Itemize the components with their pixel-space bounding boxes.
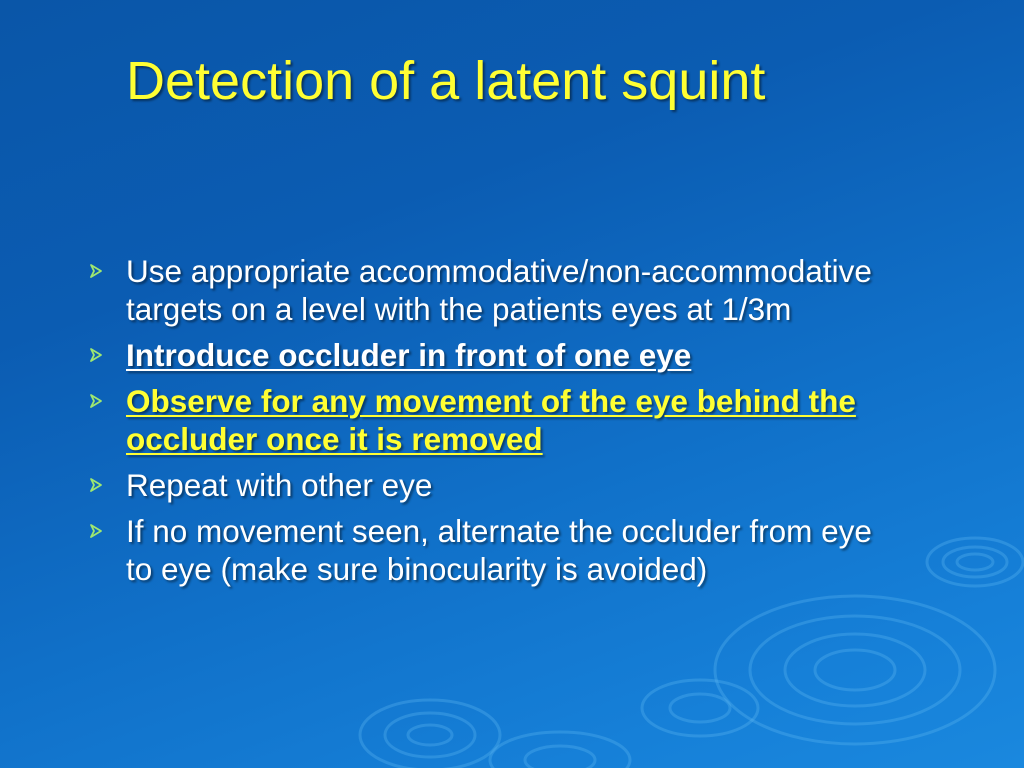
slide-title: Detection of a latent squint — [126, 51, 766, 111]
bullet-item — [88, 382, 888, 458]
bullet-item — [88, 336, 888, 374]
bullet-text: Introduce occluder in front of one eye — [126, 337, 692, 373]
arrow-bullet-icon — [88, 512, 126, 550]
arrow-bullet-icon — [88, 382, 126, 420]
bullet-text: Repeat with other eye — [126, 467, 433, 503]
bullet-item — [88, 512, 888, 588]
arrow-bullet-icon — [88, 336, 126, 374]
bullet-item — [88, 252, 888, 328]
bullet-item — [88, 466, 888, 504]
bullet-list — [88, 252, 888, 596]
bullet-text: If no movement seen, alternate the occluder from eye to eye (make sure binocularity is avoided) — [126, 513, 872, 587]
bullet-text-highlight: Observe for any movement of the eye behind the occluder once it is removed — [126, 383, 856, 457]
arrow-bullet-icon — [88, 466, 126, 504]
bullet-text: Use appropriate accommodative/non-accommodative targets on a level with the patients eyes at 1/3m — [126, 253, 872, 327]
arrow-bullet-icon — [88, 252, 126, 290]
